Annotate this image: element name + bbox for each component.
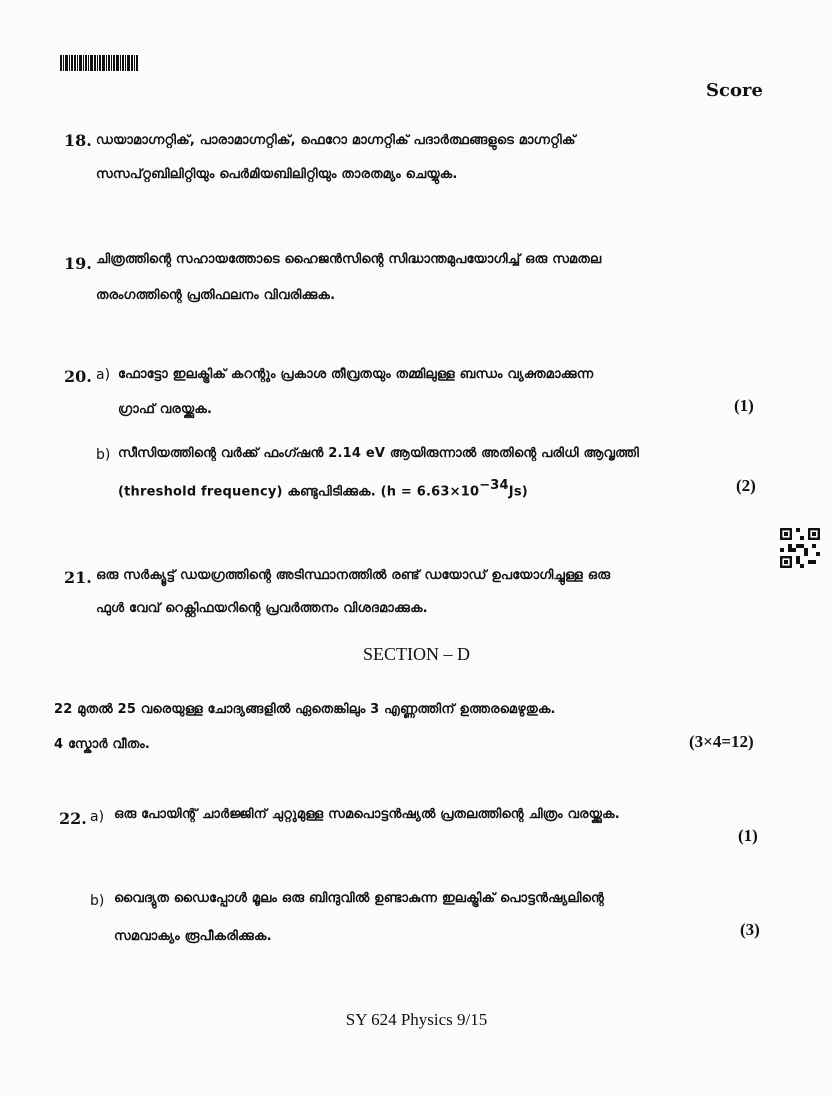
section-title: SECTION – D — [363, 644, 470, 664]
question-number-20: 20. — [64, 367, 92, 386]
q20-part-a-label: a) — [96, 367, 111, 383]
q20b-text-line2-suffix: Js) — [508, 484, 528, 500]
q19-text-line1: ചിത്രത്തിന്റെ സഹായത്തോടെ ഹൈജൻസിന്റെ സിദ്ധാന്തമുപയോഗിച്ച് ഒരു സമതല — [96, 252, 602, 267]
question-number-19: 19. — [64, 254, 92, 273]
q20-part-b-label: b) — [96, 447, 111, 463]
q22b-text-line1: വൈദ്യുത ഡൈപ്പോൾ മൂലം ഒരു ബിന്ദുവിൽ ഉണ്ടാകുന്ന ഇലക്ട്രിക് പൊട്ടൻഷ്യലിന്റെ — [114, 891, 605, 906]
q22-part-b-label: b) — [90, 893, 105, 909]
q22-part-a-label: a) — [90, 809, 105, 825]
q20a-text-line2: ഗ്രാഫ് വരയ്ക്കുക. — [118, 402, 213, 417]
q20b-exponent: −34 — [479, 478, 509, 493]
question-number-18: 18. — [64, 131, 92, 150]
instructions-marks: (3×4=12) — [689, 732, 754, 751]
q19-text-line2: തരംഗത്തിന്റെ പ്രതിഫലനം വിവരിക്കുക. — [96, 288, 336, 303]
question-number-21: 21. — [64, 568, 92, 587]
qr-code-icon — [780, 528, 820, 568]
q21-text-line1: ഒരു സർക്യൂട്ട് ഡയഗ്രത്തിന്റെ അടിസ്ഥാനത്തിൽ രണ്ട് ഡയോഡ് ഉപയോഗിച്ചുള്ള ഒരു — [96, 568, 611, 583]
q20b-mark: (2) — [736, 476, 756, 495]
barcode — [60, 55, 162, 71]
score-label: Score — [706, 80, 763, 101]
q20b-text-line2 — [118, 478, 528, 499]
q18-text-line2: സസപ്റ്റബിലിറ്റിയും പെർമിയബിലിറ്റിയും താരതമ്യം ചെയ്യുക. — [96, 167, 458, 182]
q22b-text-line2: സമവാക്യം രൂപീകരിക്കുക. — [114, 929, 272, 944]
q20a-text-line1: ഫോട്ടോ ഇലക്ട്രിക് കറന്റും പ്രകാശ തീവ്രതയും തമ്മിലുള്ള ബന്ധം വ്യക്തമാക്കുന്ന — [118, 367, 594, 382]
q20a-mark: (1) — [734, 396, 754, 415]
q20b-text-line1: സീസിയത്തിന്റെ വർക്ക് ഫംഗ്ഷൻ 2.14 eV ആയിരുന്നാൽ അതിന്റെ പരിധി ആവൃത്തി — [118, 446, 639, 461]
q21-text-line2: ഫുൾ വേവ് റെക്റ്റിഫയറിന്റെ പ്രവർത്തനം വിശദമാക്കുക. — [96, 601, 428, 616]
question-number-22: 22. — [59, 809, 87, 828]
page-footer: SY 624 Physics 9/15 — [345, 1010, 488, 1029]
q20b-text-line2-prefix: (threshold frequency) കണ്ടുപിടിക്കുക. (h = 6.63×10 — [118, 484, 480, 500]
q22a-mark: (1) — [738, 826, 758, 845]
q18-text-line1: ഡയാമാഗ്നറ്റിക്, പാരാമാഗ്നറ്റിക്, ഫെറോ മാഗ്നറ്റിക് പദാർത്ഥങ്ങളുടെ മാഗ്നറ്റിക് — [96, 133, 576, 148]
instructions-line1: 22 മുതൽ 25 വരെയുള്ള ചോദ്യങ്ങളിൽ ഏതെങ്കിലും 3 എണ്ണത്തിന് ഉത്തരമെഴുതുക. — [54, 702, 556, 717]
instructions-line2: 4 സ്കോർ വീതം. — [54, 737, 151, 752]
q22a-text-line1: ഒരു പോയിന്റ് ചാർജ്ജിന് ചുറ്റുമുള്ള സമപൊട്ടൻഷ്യൽ പ്രതലത്തിന്റെ ചിത്രം വരയ്ക്കുക. — [114, 807, 620, 822]
q22b-mark: (3) — [740, 920, 760, 939]
